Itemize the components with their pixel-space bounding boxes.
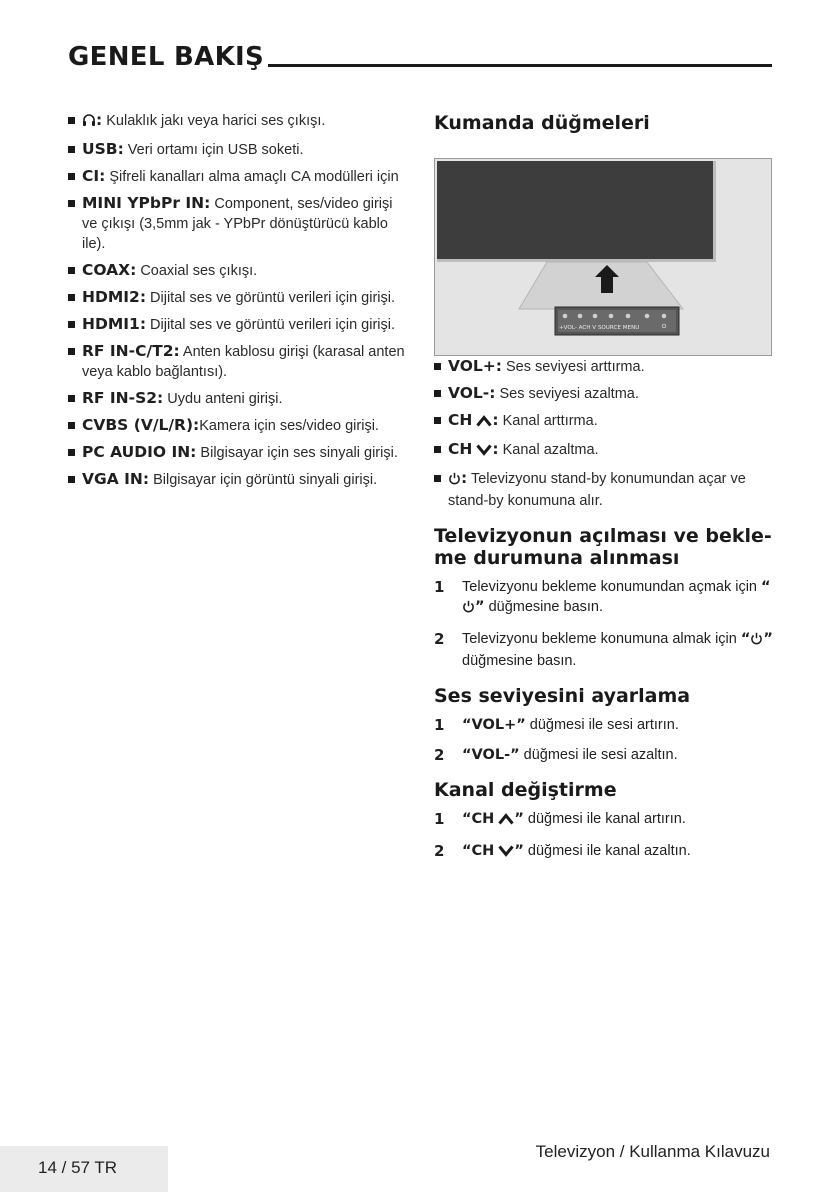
quote-close: ” <box>763 631 773 647</box>
step-text: düğmesi ile sesi azaltın. <box>523 747 678 763</box>
page-title: GENEL BAKIŞ <box>68 42 265 72</box>
list-item <box>68 110 408 133</box>
item-desc: Coaxial ses çıkışı. <box>140 263 258 279</box>
item-term: VGA IN: <box>82 470 150 488</box>
item-term: CI: <box>82 167 106 185</box>
list-item <box>68 442 408 463</box>
panel-label: +VOL- ACH V SOURCE MENU <box>559 325 640 331</box>
step-number: 1 <box>434 810 445 828</box>
item-desc: Bilgisayar için ses sinyali girişi. <box>200 445 398 461</box>
item-term: : <box>461 469 468 487</box>
title-rule <box>268 64 772 67</box>
item-term: PC AUDIO IN: <box>82 443 197 461</box>
section-title-kumanda: Kumanda düğmeleri <box>434 112 650 134</box>
chevron-up-icon <box>498 811 514 831</box>
item-desc: Şifreli kanalları alma amaçlı CA modülleri için <box>109 169 399 185</box>
bullet-square <box>68 267 75 274</box>
power-icon <box>462 599 475 619</box>
item-desc: Kamera için ses/video girişi. <box>199 418 379 434</box>
section-volume <box>434 685 774 765</box>
step-item <box>434 745 774 765</box>
bullet-square <box>68 422 75 429</box>
chevron-down-icon <box>476 442 492 462</box>
step-item <box>434 715 774 735</box>
item-desc: Uydu anteni girişi. <box>167 391 283 407</box>
step-text: düğmesi ile sesi artırın. <box>529 717 679 733</box>
item-term: HDMI2: <box>82 288 147 306</box>
step-text: düğmesi ile kanal azaltın. <box>527 843 691 859</box>
step-item <box>434 577 774 619</box>
item-term: RF IN-C/T2: <box>82 342 180 360</box>
item-term: : <box>96 111 103 129</box>
steps-list <box>434 809 774 863</box>
step-text: Televizyonu bekleme konumundan açmak için <box>462 579 757 595</box>
bullet-square <box>434 475 441 482</box>
list-item <box>68 139 408 160</box>
section-power <box>434 525 774 671</box>
controls-column <box>434 112 774 873</box>
step-text: Televizyonu bekleme konumuna almak için <box>462 631 737 647</box>
power-icon <box>448 471 461 491</box>
quote-close: ” <box>475 599 485 615</box>
step-key: “VOL-” <box>462 747 520 763</box>
bullet-square <box>434 446 441 453</box>
step-number: 2 <box>434 842 445 860</box>
chevron-down-icon <box>498 843 514 863</box>
step-key-close: ” <box>514 843 524 859</box>
step-text-after: düğmesine basın. <box>488 599 604 615</box>
item-term: VOL+: <box>448 357 502 375</box>
bullet-square <box>68 294 75 301</box>
bullet-square <box>68 476 75 483</box>
page-number: 14 / 57 TR <box>38 1158 118 1177</box>
power-icon <box>750 631 763 651</box>
list-item <box>68 388 408 409</box>
control-buttons-list <box>434 356 774 511</box>
list-item <box>434 410 774 433</box>
list-item <box>434 439 774 462</box>
step-key: “CH <box>462 811 495 827</box>
section-title-channel: Kanal değiştirme <box>434 779 617 801</box>
bullet-square <box>68 117 75 124</box>
step-number: 1 <box>434 716 445 734</box>
quote-open: “ <box>761 579 771 595</box>
item-desc: Kanal arttırma. <box>502 413 598 429</box>
page-header <box>68 40 772 80</box>
list-item <box>68 287 408 308</box>
bullet-square <box>434 417 441 424</box>
item-desc: Ses seviyesi azaltma. <box>499 386 639 402</box>
section-title-volume: Ses seviyesini ayarlama <box>434 685 691 707</box>
connections-list-column <box>68 110 408 496</box>
bullet-square <box>434 390 441 397</box>
item-desc: Bilgisayar için görüntü sinyali girişi. <box>153 472 378 488</box>
item-term-suffix: : <box>492 440 499 458</box>
list-item <box>434 383 774 404</box>
item-desc: Kulaklık jakı veya harici ses çıkışı. <box>106 113 326 129</box>
section-channel <box>434 779 774 863</box>
step-key: “VOL+” <box>462 717 526 733</box>
headphone-icon <box>82 113 96 133</box>
item-term: CVBS (V/L/R): <box>82 416 200 434</box>
step-item <box>434 629 774 671</box>
bullet-square <box>68 173 75 180</box>
connections-list <box>68 110 408 490</box>
bullet-square <box>68 321 75 328</box>
list-item <box>68 193 408 254</box>
item-desc: Anten kablosu girişi (karasal anten veya kablo bağlantısı). <box>82 344 405 380</box>
item-term: RF IN-S2: <box>82 389 164 407</box>
step-key: “CH <box>462 843 495 859</box>
list-item <box>434 356 774 377</box>
list-item <box>68 469 408 490</box>
item-term: VOL-: <box>448 384 496 402</box>
bullet-square <box>68 200 75 207</box>
item-desc: Televizyonu stand-by konumundan açar ve stand-by konumuna alır. <box>448 471 746 509</box>
item-term: CH <box>448 411 473 429</box>
item-desc: Dijital ses ve görüntü verileri için girişi. <box>150 317 396 333</box>
item-desc: Kanal azaltma. <box>502 442 599 458</box>
chevron-up-icon <box>476 413 492 433</box>
step-key-close: ” <box>514 811 524 827</box>
item-term: MINI YPbPr IN: <box>82 194 211 212</box>
item-term: CH <box>448 440 473 458</box>
quote-open: “ <box>740 631 751 647</box>
item-term-suffix: : <box>492 411 499 429</box>
section-title-power: Televizyonun açılması ve bekle-me durumuna alınması <box>434 525 772 569</box>
steps-list <box>434 577 774 671</box>
item-term: COAX: <box>82 261 137 279</box>
bullet-square <box>68 449 75 456</box>
list-item <box>68 341 408 382</box>
list-item <box>68 260 408 281</box>
bullet-square <box>434 363 441 370</box>
steps-list <box>434 715 774 765</box>
bullet-square <box>68 395 75 402</box>
manual-title: Televizyon / Kullanma Kılavuzu <box>535 1142 770 1161</box>
step-item <box>434 809 774 831</box>
item-term: USB: <box>82 140 124 158</box>
tv-control-illustration <box>434 158 772 356</box>
control-panel-drawing <box>435 159 771 355</box>
step-text: düğmesi ile kanal artırın. <box>527 811 686 827</box>
step-number: 2 <box>434 630 445 648</box>
list-item <box>68 314 408 335</box>
step-item <box>434 841 774 863</box>
step-number: 1 <box>434 578 445 596</box>
item-desc: Ses seviyesi arttırma. <box>506 359 645 375</box>
item-term: HDMI1: <box>82 315 147 333</box>
bullet-square <box>68 348 75 355</box>
list-item <box>68 415 408 436</box>
item-desc: Component, ses/video girişi ve çıkışı (3,5mm jak - YPbPr dönüştürücü kablo ile). <box>82 196 393 252</box>
bullet-square <box>68 146 75 153</box>
list-item <box>434 468 774 511</box>
list-item <box>68 166 408 187</box>
step-number: 2 <box>434 746 445 764</box>
step-text-after: düğmesine basın. <box>462 653 577 669</box>
item-desc: Dijital ses ve görüntü verileri için girişi. <box>150 290 396 306</box>
item-desc: Veri ortamı için USB soketi. <box>127 142 304 158</box>
